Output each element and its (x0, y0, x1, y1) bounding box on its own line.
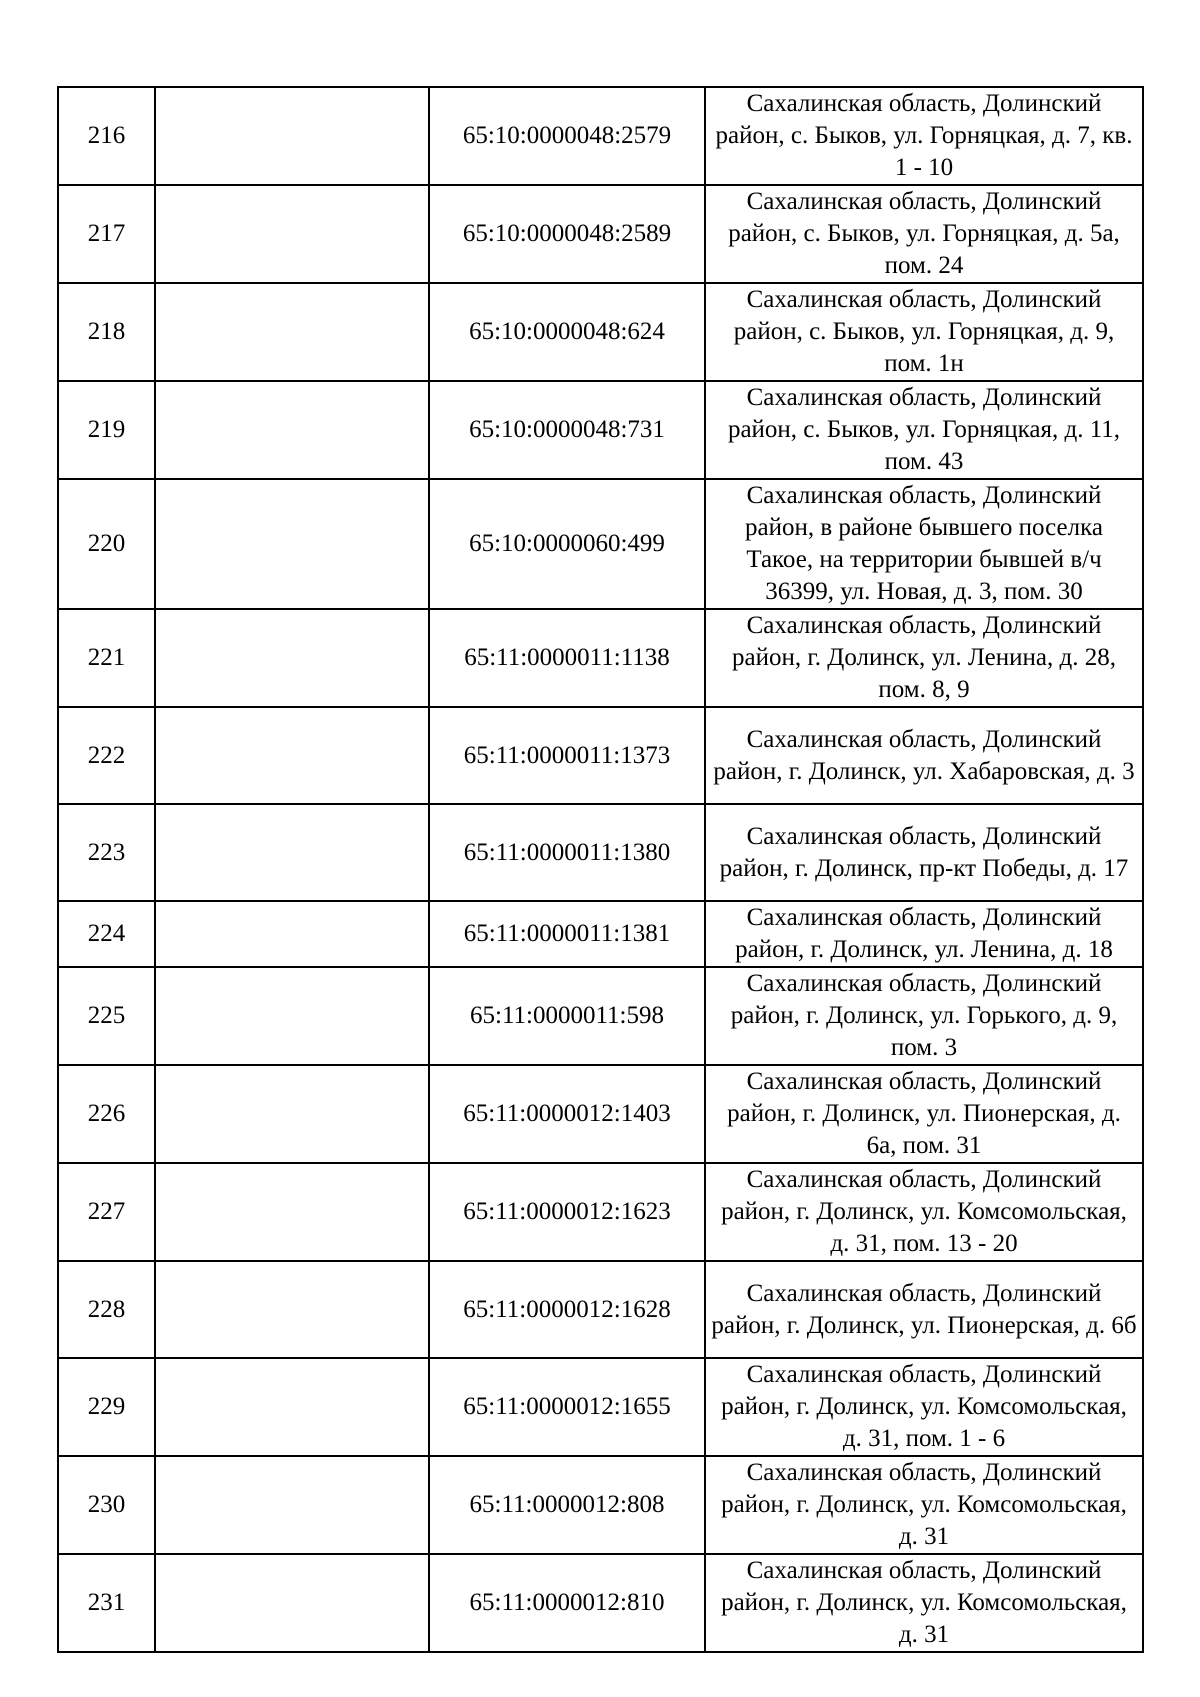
cadastral-number: 65:11:0000012:1403 (429, 1065, 705, 1163)
address: Сахалинская область, Долинский район, г. Долинск, ул. Пионерская, д. 6б (705, 1261, 1143, 1358)
cadastral-number: 65:11:0000012:808 (429, 1456, 705, 1554)
cadastral-number: 65:11:0000012:810 (429, 1554, 705, 1652)
cadastral-number: 65:10:0000060:499 (429, 479, 705, 609)
address: Сахалинская область, Долинский район, г. Долинск, ул. Комсомольская, д. 31 (705, 1554, 1143, 1652)
table-row (58, 283, 1143, 381)
empty-cell (155, 381, 429, 479)
row-number: 216 (58, 87, 155, 185)
address: Сахалинская область, Долинский район, г. Долинск, ул. Ленина, д. 18 (705, 901, 1143, 967)
empty-cell (155, 1554, 429, 1652)
cadastral-number: 65:11:0000012:1655 (429, 1358, 705, 1456)
cadastral-number: 65:11:0000011:1138 (429, 609, 705, 707)
cadastral-number: 65:10:0000048:624 (429, 283, 705, 381)
table-row (58, 1456, 1143, 1554)
table-row (58, 967, 1143, 1065)
empty-cell (155, 967, 429, 1065)
address: Сахалинская область, Долинский район, г. Долинск, ул. Комсомольская, д. 31, пом. 13 - 20 (705, 1163, 1143, 1261)
cadastral-number: 65:11:0000011:1381 (429, 901, 705, 967)
row-number: 218 (58, 283, 155, 381)
table-row (58, 1065, 1143, 1163)
empty-cell (155, 1456, 429, 1554)
address: Сахалинская область, Долинский район, г. Долинск, ул. Комсомольская, д. 31 (705, 1456, 1143, 1554)
table-row (58, 1163, 1143, 1261)
cadastral-number: 65:10:0000048:731 (429, 381, 705, 479)
empty-cell (155, 1261, 429, 1358)
row-number: 223 (58, 804, 155, 901)
cadastral-number: 65:11:0000012:1628 (429, 1261, 705, 1358)
empty-cell (155, 1358, 429, 1456)
row-number: 228 (58, 1261, 155, 1358)
address: Сахалинская область, Долинский район, г. Долинск, ул. Ленина, д. 28, пом. 8, 9 (705, 609, 1143, 707)
row-number: 224 (58, 901, 155, 967)
empty-cell (155, 1065, 429, 1163)
cadastral-number: 65:11:0000011:1373 (429, 707, 705, 804)
row-number: 225 (58, 967, 155, 1065)
table-row (58, 609, 1143, 707)
row-number: 227 (58, 1163, 155, 1261)
empty-cell (155, 1163, 429, 1261)
row-number: 226 (58, 1065, 155, 1163)
table-row (58, 185, 1143, 283)
empty-cell (155, 479, 429, 609)
table-row (58, 381, 1143, 479)
cadastral-number: 65:10:0000048:2589 (429, 185, 705, 283)
table-row (58, 87, 1143, 185)
address: Сахалинская область, Долинский район, с. Быков, ул. Горняцкая, д. 11, пом. 43 (705, 381, 1143, 479)
address: Сахалинская область, Долинский район, г. Долинск, ул. Комсомольская, д. 31, пом. 1 - 6 (705, 1358, 1143, 1456)
row-number: 219 (58, 381, 155, 479)
address: Сахалинская область, Долинский район, с. Быков, ул. Горняцкая, д. 9, пом. 1н (705, 283, 1143, 381)
registry-table (57, 86, 1144, 1653)
empty-cell (155, 87, 429, 185)
empty-cell (155, 609, 429, 707)
row-number: 222 (58, 707, 155, 804)
empty-cell (155, 804, 429, 901)
table-row (58, 479, 1143, 609)
cadastral-number: 65:11:0000011:598 (429, 967, 705, 1065)
table-row (58, 1261, 1143, 1358)
row-number: 221 (58, 609, 155, 707)
address: Сахалинская область, Долинский район, г. Долинск, ул. Хабаровская, д. 3 (705, 707, 1143, 804)
table-row (58, 1554, 1143, 1652)
address: Сахалинская область, Долинский район, с. Быков, ул. Горняцкая, д. 5а, пом. 24 (705, 185, 1143, 283)
cadastral-number: 65:11:0000011:1380 (429, 804, 705, 901)
row-number: 220 (58, 479, 155, 609)
table-row (58, 1358, 1143, 1456)
address: Сахалинская область, Долинский район, г. Долинск, ул. Пионерская, д. 6а, пом. 31 (705, 1065, 1143, 1163)
empty-cell (155, 707, 429, 804)
table-row (58, 804, 1143, 901)
row-number: 229 (58, 1358, 155, 1456)
address: Сахалинская область, Долинский район, в районе бывшего поселка Такое, на территории бывшей в/ч 36399, ул. Новая, д. 3, пом. 30 (705, 479, 1143, 609)
cadastral-number: 65:10:0000048:2579 (429, 87, 705, 185)
empty-cell (155, 283, 429, 381)
table-row (58, 707, 1143, 804)
address: Сахалинская область, Долинский район, г. Долинск, пр-кт Победы, д. 17 (705, 804, 1143, 901)
address: Сахалинская область, Долинский район, г. Долинск, ул. Горького, д. 9, пом. 3 (705, 967, 1143, 1065)
row-number: 230 (58, 1456, 155, 1554)
row-number: 217 (58, 185, 155, 283)
address: Сахалинская область, Долинский район, с. Быков, ул. Горняцкая, д. 7, кв. 1 - 10 (705, 87, 1143, 185)
empty-cell (155, 901, 429, 967)
empty-cell (155, 185, 429, 283)
cadastral-number: 65:11:0000012:1623 (429, 1163, 705, 1261)
table-row (58, 901, 1143, 967)
row-number: 231 (58, 1554, 155, 1652)
